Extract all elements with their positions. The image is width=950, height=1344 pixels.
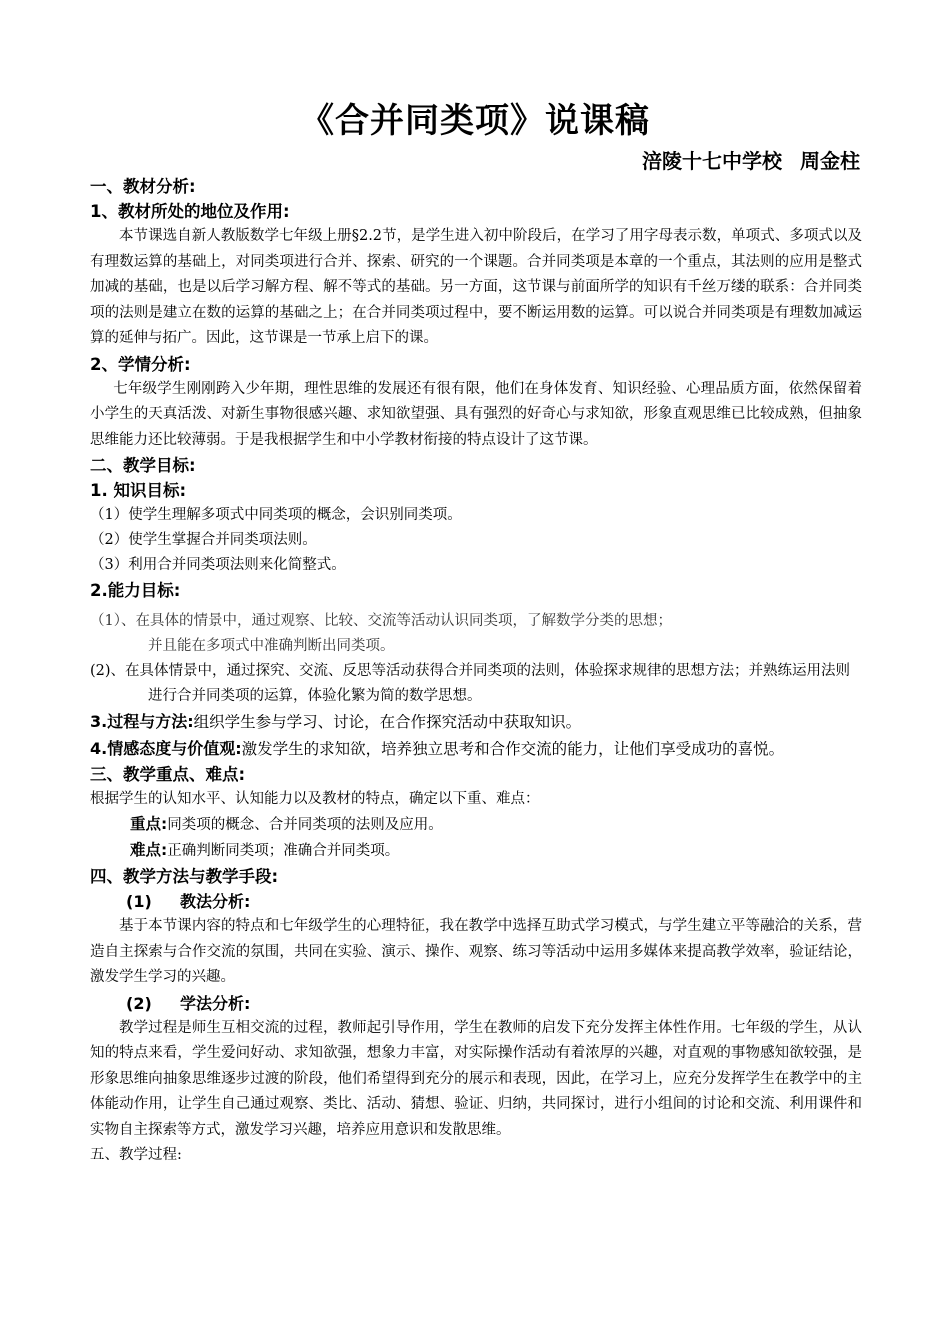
section-heading-4: 四、教学方法与教学手段: — [90, 867, 279, 886]
subheading-teaching-method — [90, 889, 862, 914]
key-point-text: 同类项的概念、合并同类项的法则及应用。 — [167, 817, 443, 833]
paragraph-teaching-method: 基于本节课内容的特点和七年级学生的心理特征，我在教学中选择互助式学习模式，与学生建立平等融洽的关系，营造自主探索与合作交流的氛围，共同在实验、演示、操作、观察、练习等活动中运用多媒体来提高教学效率，验证结论，激发学生学习的兴趣。 — [90, 918, 862, 985]
author-name: 周金柱 — [800, 149, 860, 173]
section-heading-5: 五、教学过程: — [90, 1147, 182, 1163]
author-line — [642, 148, 860, 174]
subheading-ability-goals: 2.能力目标: — [90, 581, 181, 600]
knowledge-goal-item: （1）使学生理解多项式中同类项的概念，会识别同类项。 — [90, 507, 462, 523]
key-point-line — [90, 812, 862, 838]
emotion-values-text: 激发学生的求知欲，培养独立思考和合作交流的能力，让他们享受成功的喜悦。 — [241, 739, 785, 758]
knowledge-goal-item: （2）使学生掌握合并同类项法则。 — [90, 532, 317, 548]
ability-goal-item-1b: 并且能在多项式中准确判断出同类项。 — [148, 638, 395, 654]
process-methods-label: 3.过程与方法: — [90, 712, 194, 731]
subheading-student-analysis: 2、学情分析: — [90, 354, 191, 374]
document-body — [90, 174, 862, 1168]
key-point-label: 重点: — [130, 815, 168, 833]
learning-method-title: 学法分析: — [180, 993, 251, 1013]
section-heading-2: 二、教学目标: — [90, 456, 196, 475]
document-title: 《合并同类项》说课稿 — [300, 101, 650, 141]
emotion-values-line — [90, 736, 862, 763]
key-difficult-intro: 根据学生的认知水平、认知能力以及教材的特点，确定以下重、难点： — [90, 791, 540, 807]
ability-goal-item-2: (2)、在具体情景中，通过探究、交流、反思等活动获得合并同类项的法则，体验探求规律的思想方法；并熟练运用法则进行合并同类项的运算，体验化繁为简的数学思想。 — [90, 663, 851, 704]
teaching-method-title: 教法分析: — [180, 892, 251, 911]
process-methods-text: 组织学生参与学习、讨论，在合作探究活动中获取知识。 — [193, 713, 582, 731]
paragraph-student-analysis: 七年级学生刚刚跨入少年期，理性思维的发展还有很有限，他们在身体发育、知识经验、心理品质方面，依然保留着小学生的天真活泼、对新生事物很感兴趣、求知欲望强、具有强烈的好奇心与求知欲，形象直观思维已比较成熟，但抽象思维能力还比较薄弱。于是我根据学生和中小学教材衔接的特点设计了这节课。 — [90, 380, 862, 448]
subheading-textbook-position: 1、教材所处的地位及作用: — [90, 202, 290, 221]
paragraph-learning-method: 教学过程是师生互相交流的过程，教师起引导作用，学生在教师的启发下充分发挥主体性作用。七年级的学生，从认知的特点来看，学生爱问好动、求知欲强，想象力丰富，对实际操作活动有着浓厚的兴趣，对直观的事物感知欲较强，是形象思维向抽象思维逐步过渡的阶段，他们希望得到充分的展示和表现，因此，在学习上，应充分发挥学生在教学中的主体能动作用，让学生自己通过观察、类比、活动、猜想、验证、归纳，共同探讨，进行小组间的讨论和交流、利用课件和实物自主探索等方式，激发学习兴趣，培养应用意识和发散思维。 — [90, 1019, 862, 1138]
difficult-point-text: 正确判断同类项；准确合并同类项。 — [167, 843, 400, 859]
learning-method-number: (2) — [126, 993, 152, 1013]
emotion-values-label: 4.情感态度与价值观: — [90, 738, 242, 758]
knowledge-goal-item: （3）利用合并同类项法则来化简整式。 — [90, 557, 346, 573]
paragraph-textbook-position: 本节课选自新人教版数学七年级上册§2.2节，是学生进入初中阶段后，在学习了用字母表示数，单项式、多项式以及有理数运算的基础上，对同类项进行合并、探索、研究的一个课题。合并同类项是本章的一个重点，其法则的应用是整式加减的基础，也是以后学习解方程、解不等式的基础。另一方面，这节课与前面所学的知识有千丝万缕的联系：合并同类项的法则是建立在数的运算的基础之上；在合并同类项过程中，要不断运用数的运算。可以说合并同类项是有理数加减运算的延伸与拓广。因此，这节课是一节承上启下的课。 — [90, 228, 862, 346]
author-school: 涪陵十七中学校 — [642, 149, 782, 173]
section-heading-1: 一、教材分析: — [90, 177, 196, 196]
process-methods-line — [90, 709, 862, 736]
difficult-point-label: 难点: — [130, 841, 168, 859]
teaching-method-number: (1) — [126, 892, 152, 911]
subheading-knowledge-goals: 1. 知识目标: — [90, 481, 187, 500]
difficult-point-line — [90, 838, 862, 864]
ability-goal-item-1a: （1）、在具体的情景中，通过观察、比较、交流等活动认识同类项，了解数学分类的思想； — [90, 613, 672, 629]
subheading-learning-method — [90, 991, 862, 1016]
section-heading-3: 三、教学重点、难点: — [90, 765, 246, 784]
